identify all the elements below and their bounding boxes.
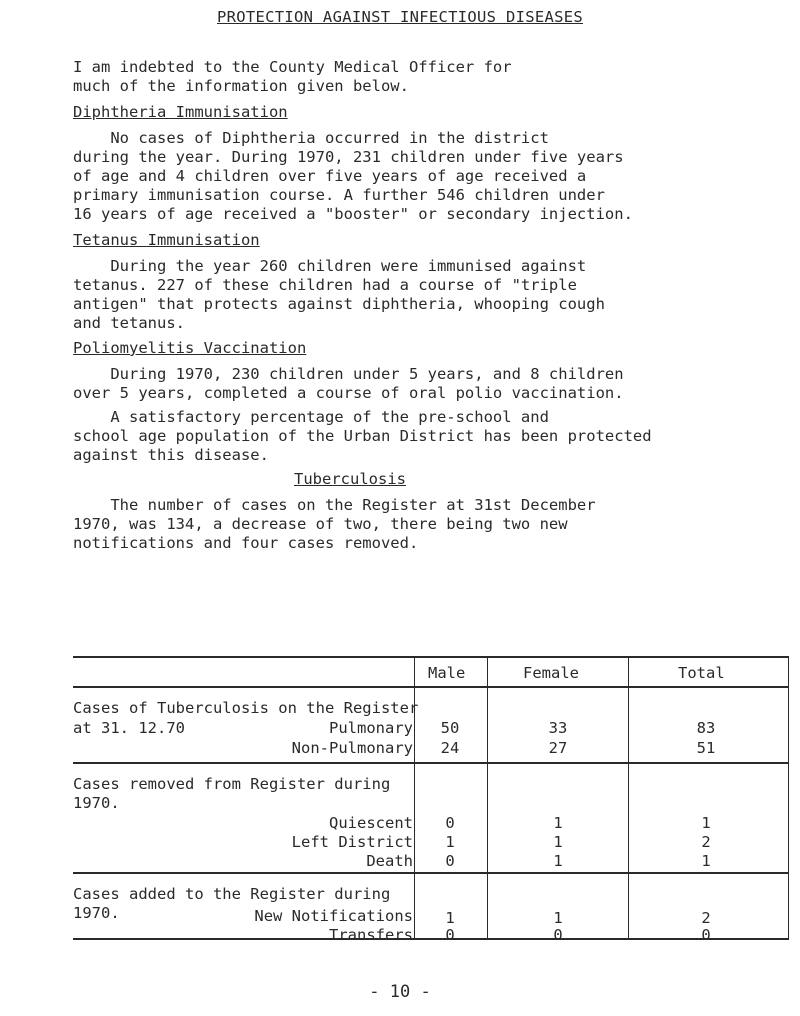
section-3-label-2: 1970. <box>73 904 120 922</box>
row-label-death: Death <box>366 852 413 870</box>
section-3-label-1: Cases added to the Register during <box>73 885 391 903</box>
header-male: Male <box>428 664 466 682</box>
header-total: Total <box>678 664 725 682</box>
table-rule-section-2 <box>73 872 789 874</box>
table-col-divider-3 <box>628 656 629 940</box>
cell-death-female: 1 <box>553 852 563 870</box>
cell-new-notifications-male: 1 <box>445 909 455 927</box>
tuberculosis-heading: Tuberculosis <box>294 470 406 488</box>
cell-new-notifications-total: 2 <box>701 909 711 927</box>
cell-quiescent-male: 0 <box>445 814 455 832</box>
polio-heading: Poliomyelitis Vaccination <box>73 339 307 357</box>
row-label-non-pulmonary: Non-Pulmonary <box>291 739 413 757</box>
header-female: Female <box>523 664 579 682</box>
cell-transfers-female: 0 <box>553 926 563 944</box>
row-label-pulmonary: Pulmonary <box>329 719 413 737</box>
section-1-label-2: at 31. 12.70 <box>73 719 185 737</box>
cell-transfers-total: 0 <box>701 926 711 944</box>
row-label-transfers: Transfers <box>329 926 413 944</box>
cell-death-male: 0 <box>445 852 455 870</box>
cell-pulmonary-female: 33 <box>548 719 568 737</box>
cell-left-district-female: 1 <box>553 833 563 851</box>
intro-paragraph: I am indebted to the County Medical Officer for much of the information given below. <box>73 58 512 95</box>
tetanus-heading: Tetanus Immunisation <box>73 231 260 249</box>
cell-left-district-total: 2 <box>701 833 711 851</box>
cell-non-pulmonary-female: 27 <box>548 739 568 757</box>
section-2-label-1: Cases removed from Register during <box>73 775 391 793</box>
tetanus-paragraph: During the year 260 children were immunised against tetanus. 227 of these children had a course of "triple antigen" that protects against diphtheria, whooping cough and tetanus. <box>73 257 605 332</box>
tuberculosis-table <box>73 656 789 944</box>
cell-transfers-male: 0 <box>445 926 455 944</box>
cell-pulmonary-male: 50 <box>440 719 460 737</box>
cell-new-notifications-female: 1 <box>553 909 563 927</box>
page-number: - 10 - <box>369 982 431 1002</box>
table-col-divider-4 <box>788 656 789 940</box>
section-2-label-2: 1970. <box>73 794 120 812</box>
row-label-quiescent: Quiescent <box>329 814 413 832</box>
row-label-left-district: Left District <box>291 833 413 851</box>
cell-non-pulmonary-male: 24 <box>440 739 460 757</box>
table-rule-header <box>73 686 789 688</box>
diphtheria-paragraph: No cases of Diphtheria occurred in the district during the year. During 1970, 231 children under five years of age and 4 children over five years of age received a primary immunisation course. A further 546 children under 16 years of age received a "booster" or secondary injection. <box>73 129 633 223</box>
tuberculosis-paragraph: The number of cases on the Register at 31st December 1970, was 134, a decrease of two, there being two new notifications and four cases removed. <box>73 496 596 552</box>
cell-quiescent-total: 1 <box>701 814 711 832</box>
table-rule-bottom <box>73 938 789 940</box>
cell-pulmonary-total: 83 <box>696 719 716 737</box>
cell-death-total: 1 <box>701 852 711 870</box>
table-rule-top <box>73 656 789 658</box>
row-label-new-notifications: New Notifications <box>254 907 413 925</box>
section-1-label-1: Cases of Tuberculosis on the Register <box>73 699 419 717</box>
table-rule-section-1 <box>73 762 789 764</box>
cell-non-pulmonary-total: 51 <box>696 739 716 757</box>
page-title: PROTECTION AGAINST INFECTIOUS DISEASES <box>216 8 583 26</box>
cell-left-district-male: 1 <box>445 833 455 851</box>
diphtheria-heading: Diphtheria Immunisation <box>73 103 288 121</box>
cell-quiescent-female: 1 <box>553 814 563 832</box>
polio-paragraph-1: During 1970, 230 children under 5 years, and 8 children over 5 years, completed a course of oral polio vaccination. <box>73 365 624 402</box>
polio-paragraph-2: A satisfactory percentage of the pre-school and school age population of the Urban District has been protected against this disease. <box>73 408 652 464</box>
table-col-divider-2 <box>487 656 488 940</box>
